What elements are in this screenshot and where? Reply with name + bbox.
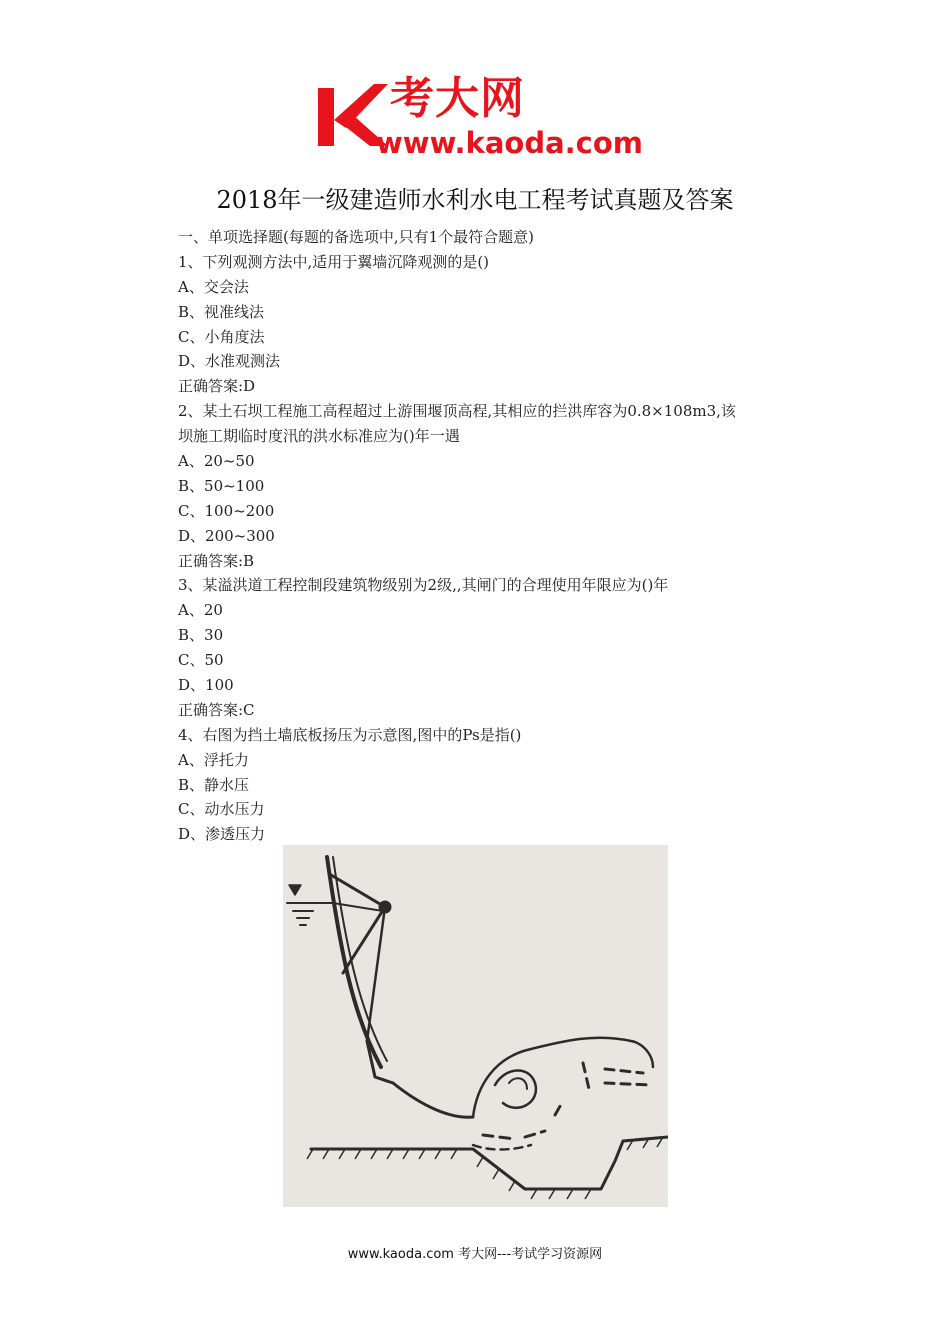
- q3-option-b: B、30: [178, 626, 224, 645]
- q1-option-a: A、交会法: [178, 277, 249, 296]
- q2-option-b: B、50~100: [178, 476, 265, 495]
- question-4: 4、右图为挡土墙底板扬压为示意图,图中的Ps是指(): [178, 725, 522, 744]
- q3-option-d: D、100: [178, 676, 234, 695]
- question-1: 1、下列观测方法中,适用于翼墙沉降观测的是(): [178, 252, 490, 271]
- kaoda-logo[interactable]: [316, 73, 643, 160]
- logo-cn-name: 考大网: [390, 73, 525, 124]
- footer-text[interactable]: www.kaoda.com 考大网---考试学习资源网: [347, 1247, 603, 1262]
- q4-option-b: B、静水压: [178, 775, 250, 794]
- question-2: 2、某土石坝工程施工高程超过上游围堰顶高程,其相应的拦洪库容为0.8×108m3,该: [178, 402, 736, 421]
- q3-option-a: A、20: [178, 601, 223, 620]
- q1-option-b: B、视准线法: [178, 302, 265, 321]
- q4-option-a: A、浮托力: [178, 750, 249, 769]
- logo-url: www.kaoda.com: [376, 126, 643, 160]
- trunnion-pin: [380, 902, 390, 912]
- q3-answer: 正确答案:C: [178, 700, 255, 719]
- sluice-gate-diagram: [283, 845, 668, 1207]
- q2-option-d: D、200~300: [178, 526, 275, 545]
- q2-option-c: C、100~200: [178, 501, 275, 520]
- question-body: [178, 225, 818, 847]
- page-title: 2018年一级建造师水利水电工程考试真题及答案: [216, 186, 734, 214]
- q1-answer: 正确答案:D: [178, 377, 256, 396]
- question-3: 3、某溢洪道工程控制段建筑物级别为2级,,其闸门的合理使用年限应为()年: [178, 576, 669, 595]
- q4-option-d: D、渗透压力: [178, 825, 266, 844]
- q2-answer: 正确答案:B: [178, 551, 255, 570]
- question-2-cont: 坝施工期临时度汛的洪水标准应为()年一遇: [178, 427, 460, 446]
- q4-option-c: C、动水压力: [178, 800, 265, 819]
- q1-option-d: D、水准观测法: [178, 352, 281, 371]
- section-heading: 一、单项选择题(每题的备选项中,只有1个最符合题意): [178, 228, 535, 246]
- q3-option-c: C、50: [178, 651, 224, 670]
- q1-option-c: C、小角度法: [178, 327, 265, 346]
- q2-option-a: A、20~50: [178, 452, 255, 471]
